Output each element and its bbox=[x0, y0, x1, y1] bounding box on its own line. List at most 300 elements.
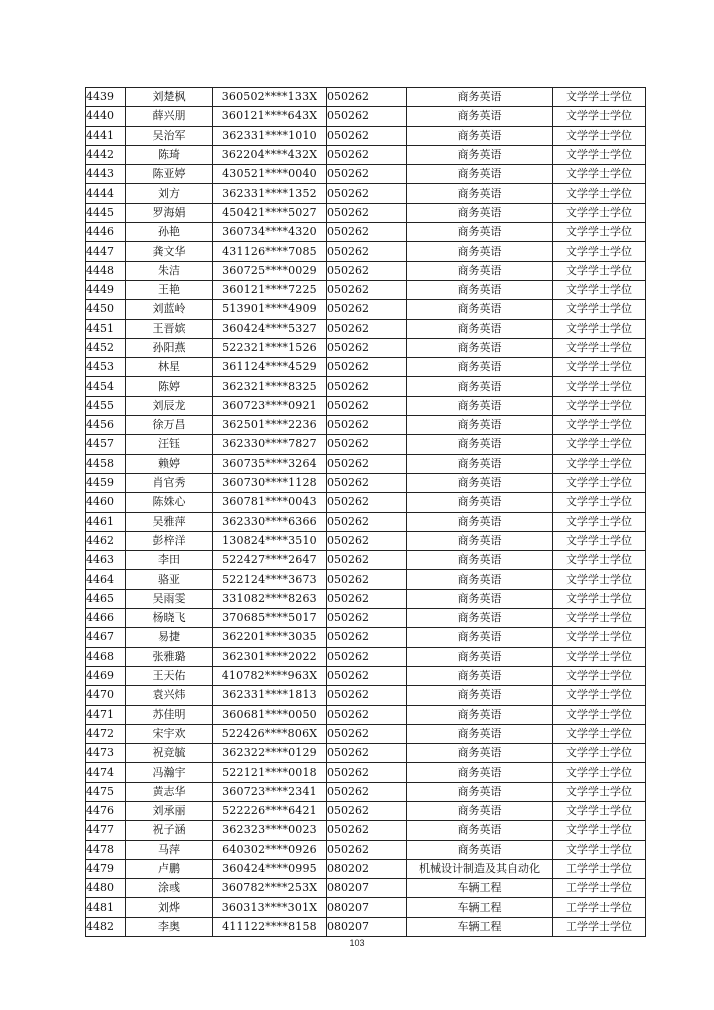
name-cell: 陈婷 bbox=[126, 377, 213, 396]
degree-cell: 文学学士学位 bbox=[553, 319, 646, 338]
degree-cell: 文学学士学位 bbox=[553, 512, 646, 531]
id-number-cell: 362501****2236 bbox=[213, 416, 327, 435]
major-code-cell: 050262 bbox=[327, 531, 407, 550]
name-cell: 黄志华 bbox=[126, 782, 213, 801]
major-code-cell: 050262 bbox=[327, 261, 407, 280]
major-code-cell: 050262 bbox=[327, 280, 407, 299]
major-code-cell: 050262 bbox=[327, 126, 407, 145]
id-number-cell: 360723****2341 bbox=[213, 782, 327, 801]
id-number-cell: 362201****3035 bbox=[213, 628, 327, 647]
degree-cell: 文学学士学位 bbox=[553, 107, 646, 126]
table-row bbox=[86, 358, 646, 377]
major-name-cell: 商务英语 bbox=[407, 763, 553, 782]
id-number-cell: 522321****1526 bbox=[213, 338, 327, 357]
name-cell: 祝竞毓 bbox=[126, 744, 213, 763]
table-row bbox=[86, 647, 646, 666]
table-row bbox=[86, 107, 646, 126]
serial-number-cell: 4470 bbox=[86, 686, 126, 705]
name-cell: 陈琦 bbox=[126, 145, 213, 164]
serial-number-cell: 4449 bbox=[86, 280, 126, 299]
major-code-cell: 050262 bbox=[327, 666, 407, 685]
name-cell: 赖婷 bbox=[126, 454, 213, 473]
name-cell: 吴治军 bbox=[126, 126, 213, 145]
serial-number-cell: 4447 bbox=[86, 242, 126, 261]
degree-cell: 文学学士学位 bbox=[553, 589, 646, 608]
degree-cell: 文学学士学位 bbox=[553, 223, 646, 242]
major-name-cell: 商务英语 bbox=[407, 126, 553, 145]
name-cell: 吴雅萍 bbox=[126, 512, 213, 531]
name-cell: 宋宇欢 bbox=[126, 724, 213, 743]
serial-number-cell: 4455 bbox=[86, 396, 126, 415]
name-cell: 孙阳燕 bbox=[126, 338, 213, 357]
major-code-cell: 050262 bbox=[327, 763, 407, 782]
serial-number-cell: 4441 bbox=[86, 126, 126, 145]
id-number-cell: 360730****1128 bbox=[213, 473, 327, 492]
table-row bbox=[86, 744, 646, 763]
degree-cell: 工学学士学位 bbox=[553, 879, 646, 898]
name-cell: 王晋嫔 bbox=[126, 319, 213, 338]
table-row bbox=[86, 551, 646, 570]
serial-number-cell: 4453 bbox=[86, 358, 126, 377]
degree-cell: 文学学士学位 bbox=[553, 609, 646, 628]
major-code-cell: 050262 bbox=[327, 473, 407, 492]
id-number-cell: 360734****4320 bbox=[213, 223, 327, 242]
degree-cell: 文学学士学位 bbox=[553, 435, 646, 454]
serial-number-cell: 4442 bbox=[86, 145, 126, 164]
serial-number-cell: 4460 bbox=[86, 493, 126, 512]
id-number-cell: 522124****3673 bbox=[213, 570, 327, 589]
major-code-cell: 050262 bbox=[327, 165, 407, 184]
degree-cell: 文学学士学位 bbox=[553, 184, 646, 203]
id-number-cell: 410782****963X bbox=[213, 666, 327, 685]
table-row bbox=[86, 609, 646, 628]
id-number-cell: 331082****8263 bbox=[213, 589, 327, 608]
major-code-cell: 050262 bbox=[327, 589, 407, 608]
table-row bbox=[86, 666, 646, 685]
major-code-cell: 050262 bbox=[327, 358, 407, 377]
name-cell: 王艳 bbox=[126, 280, 213, 299]
table-row bbox=[86, 531, 646, 550]
table-row bbox=[86, 223, 646, 242]
serial-number-cell: 4463 bbox=[86, 551, 126, 570]
id-number-cell: 360725****0029 bbox=[213, 261, 327, 280]
major-code-cell: 050262 bbox=[327, 107, 407, 126]
table-row bbox=[86, 801, 646, 820]
id-number-cell: 362330****6366 bbox=[213, 512, 327, 531]
major-code-cell: 050262 bbox=[327, 628, 407, 647]
major-code-cell: 050262 bbox=[327, 821, 407, 840]
serial-number-cell: 4471 bbox=[86, 705, 126, 724]
degree-cell: 文学学士学位 bbox=[553, 744, 646, 763]
major-code-cell: 050262 bbox=[327, 416, 407, 435]
major-code-cell: 050262 bbox=[327, 647, 407, 666]
major-name-cell: 商务英语 bbox=[407, 300, 553, 319]
table-row bbox=[86, 280, 646, 299]
serial-number-cell: 4444 bbox=[86, 184, 126, 203]
serial-number-cell: 4462 bbox=[86, 531, 126, 550]
degree-cell: 文学学士学位 bbox=[553, 840, 646, 859]
table-row bbox=[86, 88, 646, 107]
major-name-cell: 商务英语 bbox=[407, 589, 553, 608]
serial-number-cell: 4480 bbox=[86, 879, 126, 898]
serial-number-cell: 4481 bbox=[86, 898, 126, 917]
major-code-cell: 050262 bbox=[327, 454, 407, 473]
name-cell: 陈亚婷 bbox=[126, 165, 213, 184]
major-code-cell: 050262 bbox=[327, 782, 407, 801]
name-cell: 刘烨 bbox=[126, 898, 213, 917]
degree-cell: 工学学士学位 bbox=[553, 859, 646, 878]
id-number-cell: 362330****7827 bbox=[213, 435, 327, 454]
serial-number-cell: 4448 bbox=[86, 261, 126, 280]
major-name-cell: 商务英语 bbox=[407, 184, 553, 203]
name-cell: 刘方 bbox=[126, 184, 213, 203]
table-row bbox=[86, 859, 646, 878]
major-name-cell: 商务英语 bbox=[407, 512, 553, 531]
serial-number-cell: 4445 bbox=[86, 203, 126, 222]
table-row bbox=[86, 570, 646, 589]
id-number-cell: 522427****2647 bbox=[213, 551, 327, 570]
major-name-cell: 机械设计制造及其自动化 bbox=[407, 859, 553, 878]
id-number-cell: 362204****432X bbox=[213, 145, 327, 164]
major-name-cell: 商务英语 bbox=[407, 686, 553, 705]
major-name-cell: 商务英语 bbox=[407, 396, 553, 415]
serial-number-cell: 4466 bbox=[86, 609, 126, 628]
major-name-cell: 商务英语 bbox=[407, 338, 553, 357]
id-number-cell: 360313****301X bbox=[213, 898, 327, 917]
major-name-cell: 商务英语 bbox=[407, 840, 553, 859]
name-cell: 罗海娟 bbox=[126, 203, 213, 222]
major-code-cell: 050262 bbox=[327, 338, 407, 357]
major-name-cell: 商务英语 bbox=[407, 647, 553, 666]
table-row bbox=[86, 126, 646, 145]
id-number-cell: 522226****6421 bbox=[213, 801, 327, 820]
major-code-cell: 050262 bbox=[327, 512, 407, 531]
major-code-cell: 050262 bbox=[327, 705, 407, 724]
degree-cell: 文学学士学位 bbox=[553, 473, 646, 492]
major-name-cell: 商务英语 bbox=[407, 145, 553, 164]
id-number-cell: 360424****5327 bbox=[213, 319, 327, 338]
name-cell: 薛兴朋 bbox=[126, 107, 213, 126]
serial-number-cell: 4469 bbox=[86, 666, 126, 685]
name-cell: 李奥 bbox=[126, 917, 213, 936]
id-number-cell: 362331****1352 bbox=[213, 184, 327, 203]
table-row bbox=[86, 840, 646, 859]
major-name-cell: 商务英语 bbox=[407, 435, 553, 454]
name-cell: 易捷 bbox=[126, 628, 213, 647]
serial-number-cell: 4475 bbox=[86, 782, 126, 801]
major-name-cell: 商务英语 bbox=[407, 705, 553, 724]
name-cell: 陈姝心 bbox=[126, 493, 213, 512]
table-row bbox=[86, 338, 646, 357]
major-code-cell: 050262 bbox=[327, 242, 407, 261]
degree-cell: 文学学士学位 bbox=[553, 454, 646, 473]
serial-number-cell: 4474 bbox=[86, 763, 126, 782]
id-number-cell: 430521****0040 bbox=[213, 165, 327, 184]
major-code-cell: 050262 bbox=[327, 686, 407, 705]
major-name-cell: 车辆工程 bbox=[407, 898, 553, 917]
name-cell: 朱洁 bbox=[126, 261, 213, 280]
name-cell: 刘蓝岭 bbox=[126, 300, 213, 319]
id-number-cell: 360735****3264 bbox=[213, 454, 327, 473]
major-code-cell: 050262 bbox=[327, 551, 407, 570]
serial-number-cell: 4465 bbox=[86, 589, 126, 608]
serial-number-cell: 4476 bbox=[86, 801, 126, 820]
major-code-cell: 050262 bbox=[327, 223, 407, 242]
degree-cell: 文学学士学位 bbox=[553, 724, 646, 743]
id-number-cell: 360424****0995 bbox=[213, 859, 327, 878]
table-row bbox=[86, 512, 646, 531]
name-cell: 张雅璐 bbox=[126, 647, 213, 666]
serial-number-cell: 4461 bbox=[86, 512, 126, 531]
major-code-cell: 050262 bbox=[327, 724, 407, 743]
major-name-cell: 商务英语 bbox=[407, 165, 553, 184]
table-row bbox=[86, 898, 646, 917]
id-number-cell: 360121****7225 bbox=[213, 280, 327, 299]
major-code-cell: 050262 bbox=[327, 145, 407, 164]
major-code-cell: 050262 bbox=[327, 493, 407, 512]
table-row bbox=[86, 396, 646, 415]
serial-number-cell: 4456 bbox=[86, 416, 126, 435]
serial-number-cell: 4439 bbox=[86, 88, 126, 107]
major-name-cell: 商务英语 bbox=[407, 782, 553, 801]
major-name-cell: 商务英语 bbox=[407, 261, 553, 280]
degree-cell: 文学学士学位 bbox=[553, 377, 646, 396]
name-cell: 祝子涵 bbox=[126, 821, 213, 840]
id-number-cell: 360781****0043 bbox=[213, 493, 327, 512]
degree-cell: 文学学士学位 bbox=[553, 628, 646, 647]
table-row bbox=[86, 628, 646, 647]
name-cell: 汪钰 bbox=[126, 435, 213, 454]
id-number-cell: 362321****8325 bbox=[213, 377, 327, 396]
major-code-cell: 050262 bbox=[327, 801, 407, 820]
serial-number-cell: 4451 bbox=[86, 319, 126, 338]
name-cell: 杨晓飞 bbox=[126, 609, 213, 628]
major-name-cell: 商务英语 bbox=[407, 570, 553, 589]
table-row bbox=[86, 589, 646, 608]
table-row bbox=[86, 879, 646, 898]
name-cell: 李田 bbox=[126, 551, 213, 570]
id-number-cell: 522121****0018 bbox=[213, 763, 327, 782]
serial-number-cell: 4477 bbox=[86, 821, 126, 840]
name-cell: 刘承丽 bbox=[126, 801, 213, 820]
id-number-cell: 411122****8158 bbox=[213, 917, 327, 936]
major-name-cell: 商务英语 bbox=[407, 107, 553, 126]
name-cell: 涂彧 bbox=[126, 879, 213, 898]
major-name-cell: 车辆工程 bbox=[407, 917, 553, 936]
major-name-cell: 商务英语 bbox=[407, 377, 553, 396]
major-name-cell: 商务英语 bbox=[407, 551, 553, 570]
table-row bbox=[86, 165, 646, 184]
id-number-cell: 130824****3510 bbox=[213, 531, 327, 550]
major-code-cell: 080207 bbox=[327, 917, 407, 936]
serial-number-cell: 4454 bbox=[86, 377, 126, 396]
name-cell: 刘辰龙 bbox=[126, 396, 213, 415]
serial-number-cell: 4459 bbox=[86, 473, 126, 492]
table-row bbox=[86, 917, 646, 936]
major-code-cell: 050262 bbox=[327, 377, 407, 396]
id-number-cell: 431126****7085 bbox=[213, 242, 327, 261]
major-code-cell: 080207 bbox=[327, 879, 407, 898]
name-cell: 骆亚 bbox=[126, 570, 213, 589]
major-name-cell: 商务英语 bbox=[407, 628, 553, 647]
name-cell: 林星 bbox=[126, 358, 213, 377]
serial-number-cell: 4467 bbox=[86, 628, 126, 647]
degree-cell: 文学学士学位 bbox=[553, 763, 646, 782]
name-cell: 卢鹏 bbox=[126, 859, 213, 878]
degree-cell: 文学学士学位 bbox=[553, 647, 646, 666]
table-row bbox=[86, 454, 646, 473]
name-cell: 龚文华 bbox=[126, 242, 213, 261]
id-number-cell: 370685****5017 bbox=[213, 609, 327, 628]
name-cell: 苏佳明 bbox=[126, 705, 213, 724]
degree-roster-table bbox=[85, 87, 646, 937]
page-number: 103 bbox=[349, 938, 365, 948]
major-code-cell: 050262 bbox=[327, 570, 407, 589]
major-code-cell: 050262 bbox=[327, 435, 407, 454]
major-code-cell: 050262 bbox=[327, 840, 407, 859]
id-number-cell: 360502****133X bbox=[213, 88, 327, 107]
major-name-cell: 商务英语 bbox=[407, 744, 553, 763]
major-code-cell: 080202 bbox=[327, 859, 407, 878]
table-row bbox=[86, 724, 646, 743]
major-code-cell: 050262 bbox=[327, 744, 407, 763]
serial-number-cell: 4482 bbox=[86, 917, 126, 936]
degree-cell: 文学学士学位 bbox=[553, 782, 646, 801]
table-row bbox=[86, 203, 646, 222]
table-row bbox=[86, 435, 646, 454]
table-row bbox=[86, 184, 646, 203]
major-code-cell: 080207 bbox=[327, 898, 407, 917]
id-number-cell: 362322****0129 bbox=[213, 744, 327, 763]
major-name-cell: 商务英语 bbox=[407, 801, 553, 820]
id-number-cell: 360121****643X bbox=[213, 107, 327, 126]
table-row bbox=[86, 261, 646, 280]
table-row bbox=[86, 821, 646, 840]
major-name-cell: 商务英语 bbox=[407, 242, 553, 261]
degree-cell: 文学学士学位 bbox=[553, 126, 646, 145]
table-row bbox=[86, 300, 646, 319]
major-name-cell: 商务英语 bbox=[407, 724, 553, 743]
major-name-cell: 商务英语 bbox=[407, 203, 553, 222]
degree-cell: 文学学士学位 bbox=[553, 242, 646, 261]
table-row bbox=[86, 782, 646, 801]
table-body bbox=[86, 88, 646, 937]
major-code-cell: 050262 bbox=[327, 88, 407, 107]
table-row bbox=[86, 493, 646, 512]
table-row bbox=[86, 705, 646, 724]
serial-number-cell: 4472 bbox=[86, 724, 126, 743]
table-row bbox=[86, 763, 646, 782]
degree-cell: 文学学士学位 bbox=[553, 338, 646, 357]
degree-cell: 文学学士学位 bbox=[553, 493, 646, 512]
serial-number-cell: 4450 bbox=[86, 300, 126, 319]
degree-cell: 工学学士学位 bbox=[553, 917, 646, 936]
name-cell: 彭梓洋 bbox=[126, 531, 213, 550]
id-number-cell: 513901****4909 bbox=[213, 300, 327, 319]
major-code-cell: 050262 bbox=[327, 396, 407, 415]
serial-number-cell: 4457 bbox=[86, 435, 126, 454]
degree-cell: 文学学士学位 bbox=[553, 705, 646, 724]
id-number-cell: 362301****2022 bbox=[213, 647, 327, 666]
major-name-cell: 商务英语 bbox=[407, 473, 553, 492]
major-name-cell: 商务英语 bbox=[407, 88, 553, 107]
serial-number-cell: 4440 bbox=[86, 107, 126, 126]
major-name-cell: 商务英语 bbox=[407, 358, 553, 377]
major-name-cell: 商务英语 bbox=[407, 319, 553, 338]
major-name-cell: 商务英语 bbox=[407, 666, 553, 685]
degree-cell: 文学学士学位 bbox=[553, 203, 646, 222]
serial-number-cell: 4473 bbox=[86, 744, 126, 763]
id-number-cell: 362323****0023 bbox=[213, 821, 327, 840]
table-row bbox=[86, 319, 646, 338]
major-name-cell: 商务英语 bbox=[407, 609, 553, 628]
major-name-cell: 商务英语 bbox=[407, 223, 553, 242]
table-row bbox=[86, 377, 646, 396]
major-code-cell: 050262 bbox=[327, 184, 407, 203]
serial-number-cell: 4468 bbox=[86, 647, 126, 666]
id-number-cell: 360782****253X bbox=[213, 879, 327, 898]
name-cell: 马萍 bbox=[126, 840, 213, 859]
degree-cell: 文学学士学位 bbox=[553, 396, 646, 415]
table-row bbox=[86, 242, 646, 261]
major-name-cell: 商务英语 bbox=[407, 280, 553, 299]
degree-cell: 文学学士学位 bbox=[553, 570, 646, 589]
name-cell: 袁兴炜 bbox=[126, 686, 213, 705]
major-name-cell: 商务英语 bbox=[407, 531, 553, 550]
table-row bbox=[86, 145, 646, 164]
major-code-cell: 050262 bbox=[327, 203, 407, 222]
name-cell: 肖官秀 bbox=[126, 473, 213, 492]
name-cell: 孙艳 bbox=[126, 223, 213, 242]
degree-cell: 文学学士学位 bbox=[553, 666, 646, 685]
degree-cell: 文学学士学位 bbox=[553, 88, 646, 107]
major-name-cell: 商务英语 bbox=[407, 454, 553, 473]
degree-cell: 文学学士学位 bbox=[553, 801, 646, 820]
id-number-cell: 362331****1010 bbox=[213, 126, 327, 145]
major-name-cell: 商务英语 bbox=[407, 821, 553, 840]
major-name-cell: 商务英语 bbox=[407, 416, 553, 435]
name-cell: 吴雨雯 bbox=[126, 589, 213, 608]
degree-cell: 文学学士学位 bbox=[553, 358, 646, 377]
table-row bbox=[86, 473, 646, 492]
table-row bbox=[86, 416, 646, 435]
degree-cell: 文学学士学位 bbox=[553, 821, 646, 840]
id-number-cell: 640302****0926 bbox=[213, 840, 327, 859]
serial-number-cell: 4443 bbox=[86, 165, 126, 184]
id-number-cell: 361124****4529 bbox=[213, 358, 327, 377]
serial-number-cell: 4446 bbox=[86, 223, 126, 242]
major-code-cell: 050262 bbox=[327, 319, 407, 338]
id-number-cell: 450421****5027 bbox=[213, 203, 327, 222]
name-cell: 冯瀚宇 bbox=[126, 763, 213, 782]
id-number-cell: 360681****0050 bbox=[213, 705, 327, 724]
serial-number-cell: 4464 bbox=[86, 570, 126, 589]
serial-number-cell: 4452 bbox=[86, 338, 126, 357]
degree-cell: 工学学士学位 bbox=[553, 898, 646, 917]
degree-cell: 文学学士学位 bbox=[553, 261, 646, 280]
id-number-cell: 522426****806X bbox=[213, 724, 327, 743]
degree-cell: 文学学士学位 bbox=[553, 280, 646, 299]
name-cell: 刘楚枫 bbox=[126, 88, 213, 107]
degree-cell: 文学学士学位 bbox=[553, 551, 646, 570]
degree-cell: 文学学士学位 bbox=[553, 145, 646, 164]
major-name-cell: 商务英语 bbox=[407, 493, 553, 512]
table-row bbox=[86, 686, 646, 705]
degree-cell: 文学学士学位 bbox=[553, 165, 646, 184]
degree-cell: 文学学士学位 bbox=[553, 300, 646, 319]
id-number-cell: 362331****1813 bbox=[213, 686, 327, 705]
degree-cell: 文学学士学位 bbox=[553, 531, 646, 550]
